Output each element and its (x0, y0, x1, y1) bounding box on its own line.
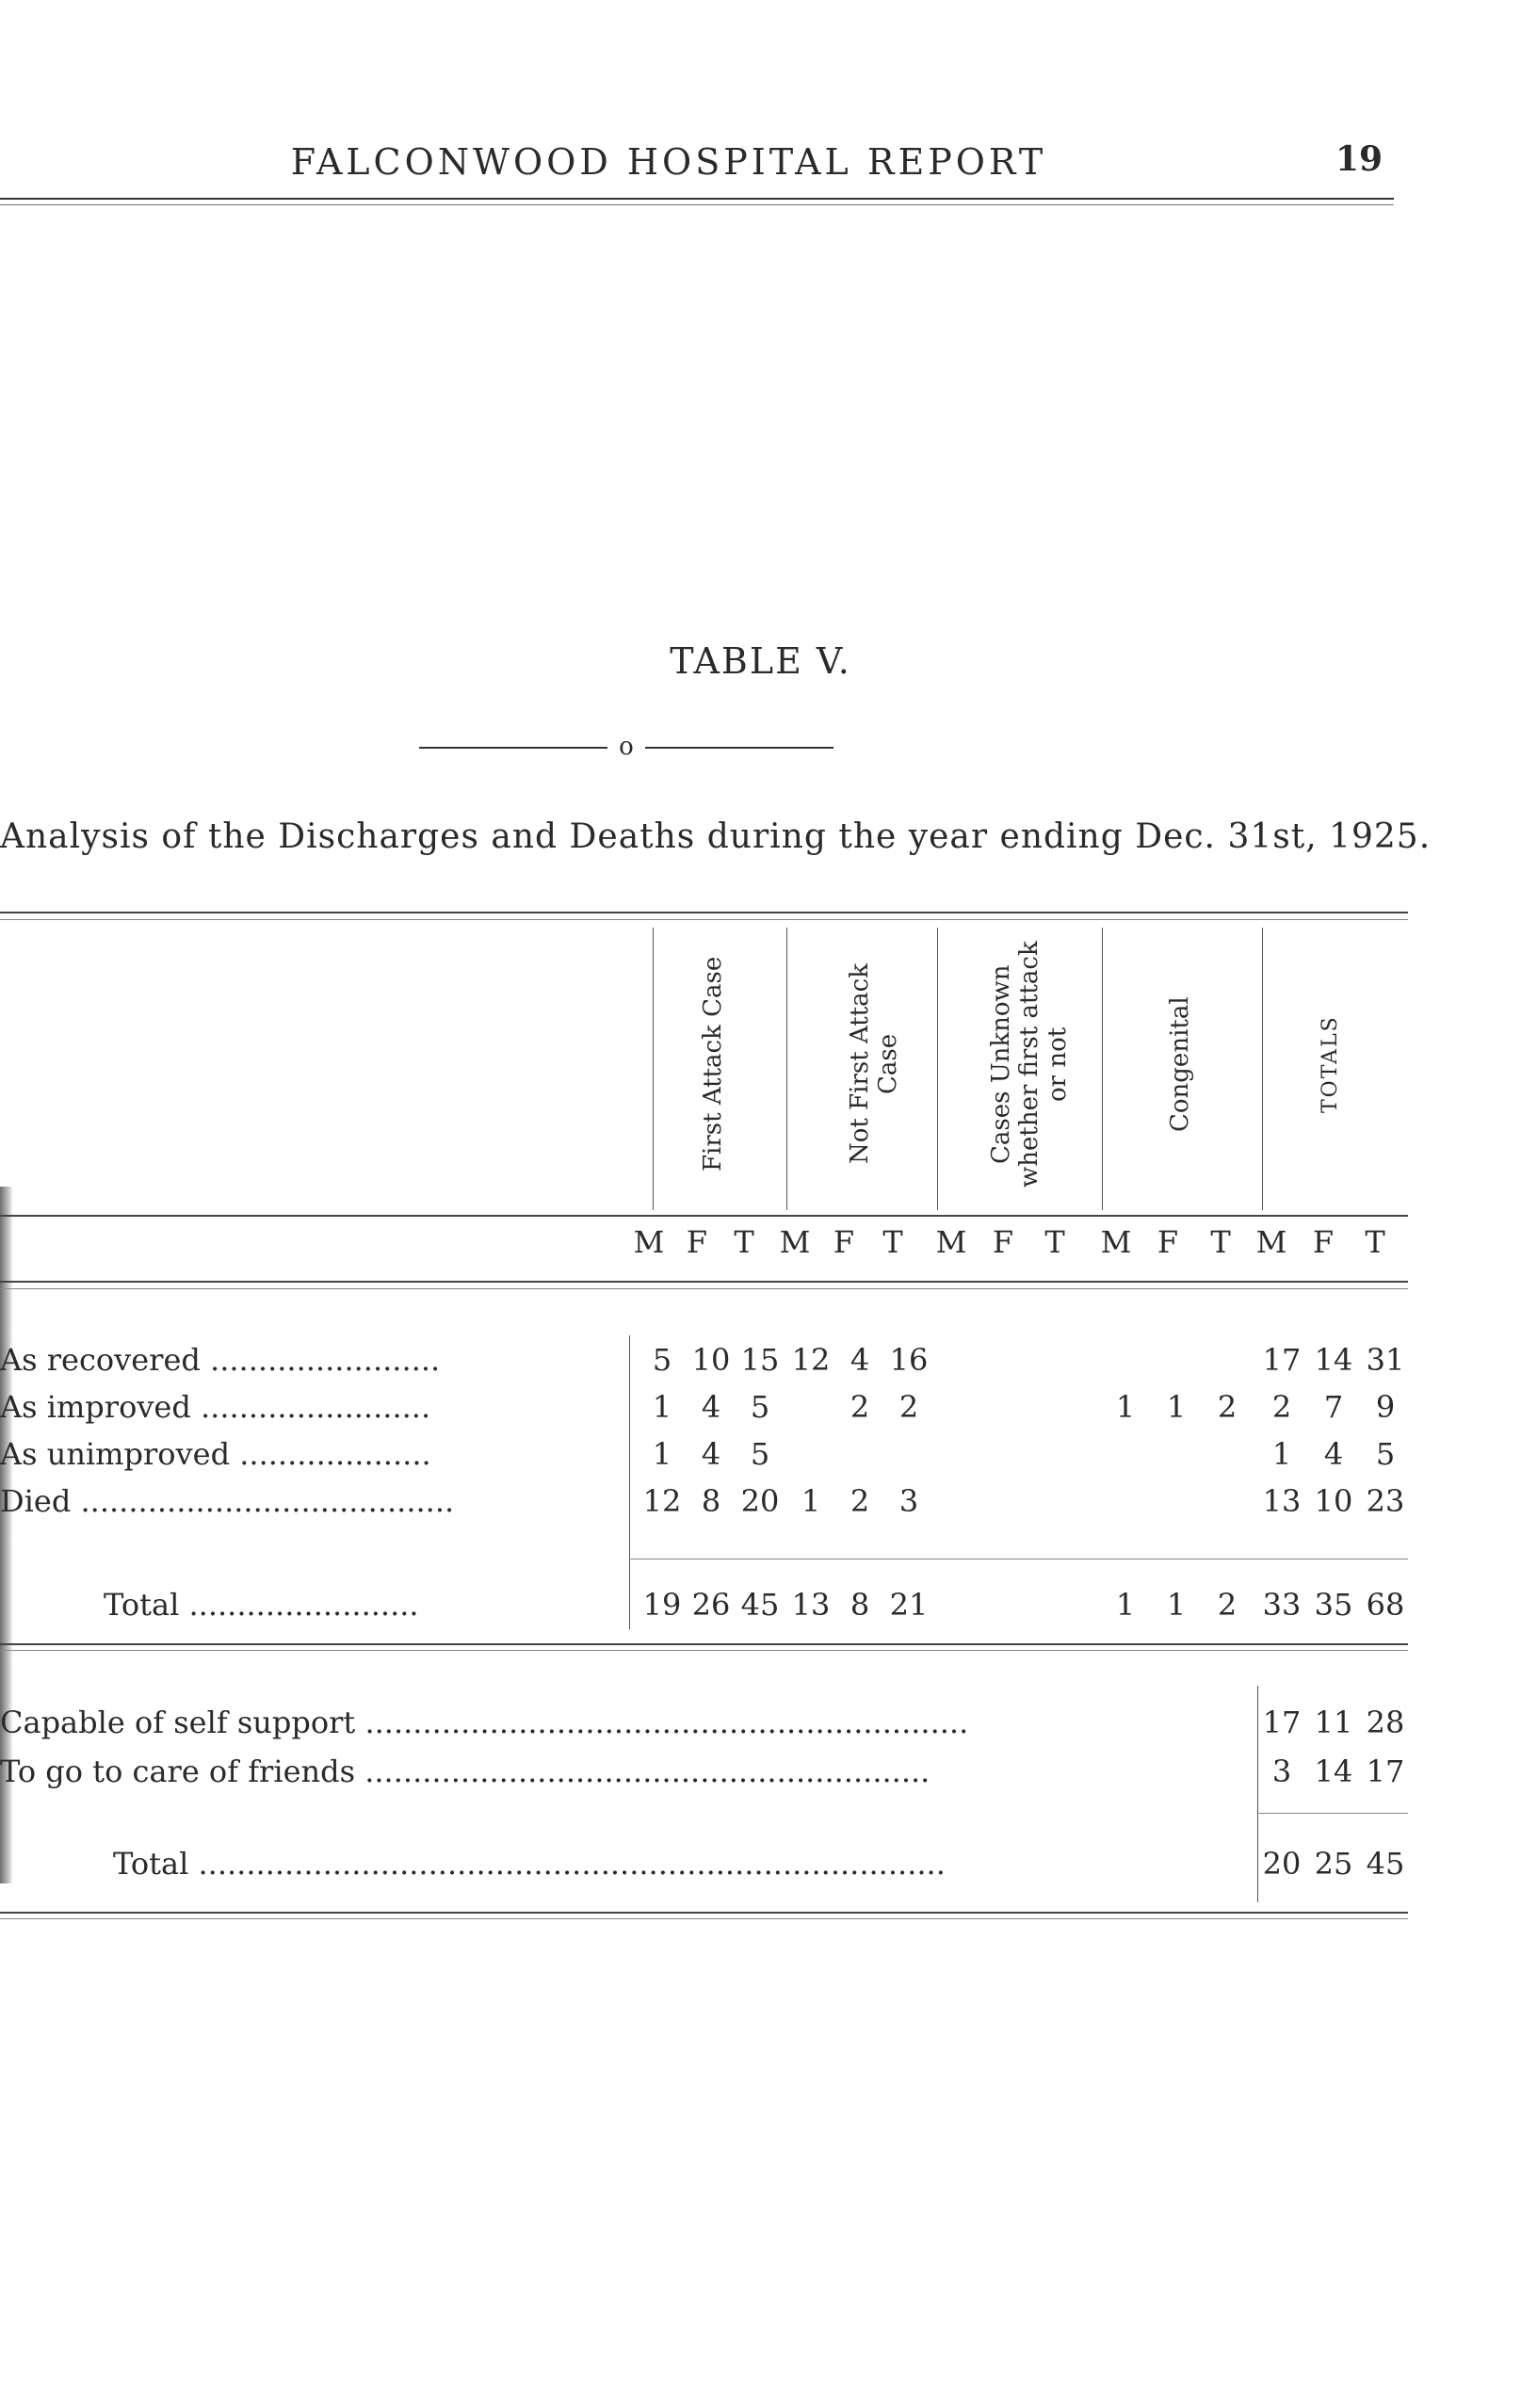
table-cell: 5 (750, 1436, 770, 1472)
table-top-rule-secondary (0, 919, 1408, 920)
body-top-rule-secondary (0, 1288, 1408, 1289)
table-cell: 2 (849, 1389, 870, 1425)
bottom-row-label: Capable of self support ............................................................... (0, 1705, 969, 1740)
table-cell: 4 (701, 1389, 721, 1425)
subheader-f: F (686, 1224, 708, 1260)
table-cell: 5 (750, 1389, 770, 1425)
table-section-rule-secondary (0, 1650, 1408, 1651)
subheader-f: F (992, 1224, 1014, 1260)
total-cell: 1 (1166, 1587, 1187, 1623)
bottom-column-divider (1257, 1686, 1258, 1902)
column-divider (653, 928, 654, 1210)
row-label: Died ....................................... (0, 1483, 455, 1519)
total-row-label: Total ........................ (104, 1587, 419, 1623)
bottom-total-rule (1257, 1813, 1408, 1814)
total-cell: 13 (791, 1587, 831, 1623)
header-rule-secondary (0, 204, 1394, 205)
table-cell: 1 (652, 1436, 672, 1472)
ornament-divider (419, 733, 833, 761)
total-cell: 45 (740, 1587, 780, 1623)
table-cell: 15 (740, 1342, 780, 1378)
subheader-top-rule (0, 1215, 1408, 1217)
total-cell: 1 (1115, 1587, 1136, 1623)
table-cell: 17 (1262, 1342, 1302, 1378)
table-cell: 1 (1271, 1436, 1292, 1472)
subheader-t: T (734, 1224, 754, 1260)
table-section-rule (0, 1643, 1408, 1645)
subheader-f: F (1157, 1224, 1179, 1260)
subheader-m: M (1255, 1224, 1287, 1260)
table-title: TABLE V. (670, 640, 851, 682)
header-rule (0, 198, 1394, 200)
table-cell: 2 (849, 1483, 870, 1519)
table-cell: 4 (1323, 1436, 1344, 1472)
table-cell: 4 (701, 1436, 721, 1472)
bottom-cell: 14 (1314, 1753, 1353, 1789)
table-cell: 1 (801, 1483, 821, 1519)
subheader-m: M (633, 1224, 665, 1260)
table-cell: 10 (1314, 1483, 1353, 1519)
table-bottom-rule (0, 1912, 1408, 1914)
table-cell: 12 (642, 1483, 682, 1519)
table-cell: 12 (791, 1342, 831, 1378)
total-cell: 68 (1366, 1587, 1405, 1623)
bottom-cell: 11 (1314, 1705, 1353, 1740)
table-cell: 5 (652, 1342, 672, 1378)
subheader-t: T (1210, 1224, 1231, 1260)
table-cell: 1 (652, 1389, 672, 1425)
group-header-first-attack: First Attack Case (699, 956, 727, 1172)
body-top-rule (0, 1281, 1408, 1283)
table-cell: 2 (898, 1389, 919, 1425)
column-divider (1262, 928, 1263, 1210)
table-cell: 20 (740, 1483, 780, 1519)
table-cell: 8 (701, 1483, 721, 1519)
ornament-line-right (645, 747, 833, 749)
label-column-divider (629, 1335, 630, 1629)
group-header-cases-unknown: Cases Unknown whether first attack or not (987, 941, 1072, 1188)
table-cell: 9 (1375, 1389, 1396, 1425)
bottom-total-cell: 45 (1366, 1846, 1405, 1882)
bottom-cell: 17 (1366, 1753, 1405, 1789)
total-cell: 21 (889, 1587, 929, 1623)
bottom-cell: 28 (1366, 1705, 1405, 1740)
table-cell: 2 (1271, 1389, 1292, 1425)
bottom-cell: 3 (1271, 1753, 1292, 1789)
table-cell: 4 (849, 1342, 870, 1378)
subheader-m: M (779, 1224, 811, 1260)
total-cell: 19 (642, 1587, 682, 1623)
column-divider (937, 928, 938, 1210)
subheader-t: T (1365, 1224, 1385, 1260)
table-cell: 1 (1115, 1389, 1136, 1425)
table-cell: 16 (889, 1342, 929, 1378)
bottom-row-label: To go to care of friends ........................................................... (0, 1753, 930, 1789)
column-divider (1102, 928, 1103, 1210)
bottom-cell: 17 (1262, 1705, 1302, 1740)
table-cell: 14 (1314, 1342, 1353, 1378)
total-cell: 33 (1262, 1587, 1302, 1623)
group-header-congenital: Congenital (1166, 996, 1194, 1132)
column-divider (786, 928, 787, 1210)
group-header-totals: TOTALS (1319, 1015, 1342, 1113)
row-label: As recovered ........................ (0, 1342, 441, 1378)
bottom-total-cell: 20 (1262, 1846, 1302, 1882)
total-rule (629, 1559, 1408, 1560)
row-label: As improved ........................ (0, 1389, 431, 1425)
table-cell: 2 (1217, 1389, 1238, 1425)
total-cell: 8 (849, 1587, 870, 1623)
group-header-not-first-attack: Not First Attack Case (846, 963, 902, 1165)
table-cell: 7 (1323, 1389, 1344, 1425)
total-cell: 35 (1314, 1587, 1353, 1623)
table-bottom-rule-secondary (0, 1918, 1408, 1919)
table-cell: 3 (898, 1483, 919, 1519)
total-cell: 26 (691, 1587, 731, 1623)
table-cell: 13 (1262, 1483, 1302, 1519)
subheader-m: M (1100, 1224, 1132, 1260)
running-title: FALCONWOOD HOSPITAL REPORT (290, 141, 1047, 183)
subheader-f: F (1312, 1224, 1335, 1260)
total-cell: 2 (1217, 1587, 1238, 1623)
subheader-m: M (935, 1224, 967, 1260)
table-cell: 31 (1366, 1342, 1405, 1378)
table-top-rule (0, 912, 1408, 913)
ornament-line-left (419, 747, 607, 749)
table-caption: Analysis of the Discharges and Deaths during the year ending Dec. 31st, 1925. (0, 817, 1432, 856)
ornament-circle: o (619, 733, 634, 761)
bottom-total-cell: 25 (1314, 1846, 1353, 1882)
subheader-f: F (833, 1224, 855, 1260)
table-cell: 10 (691, 1342, 731, 1378)
subheader-t: T (1044, 1224, 1065, 1260)
bottom-total-label: Total .............................................................................. (113, 1846, 946, 1882)
subheader-t: T (882, 1224, 903, 1260)
table-cell: 23 (1366, 1483, 1405, 1519)
row-label: As unimproved .................... (0, 1436, 431, 1472)
table-cell: 1 (1166, 1389, 1187, 1425)
page-number: 19 (1335, 139, 1383, 179)
table-cell: 5 (1375, 1436, 1396, 1472)
